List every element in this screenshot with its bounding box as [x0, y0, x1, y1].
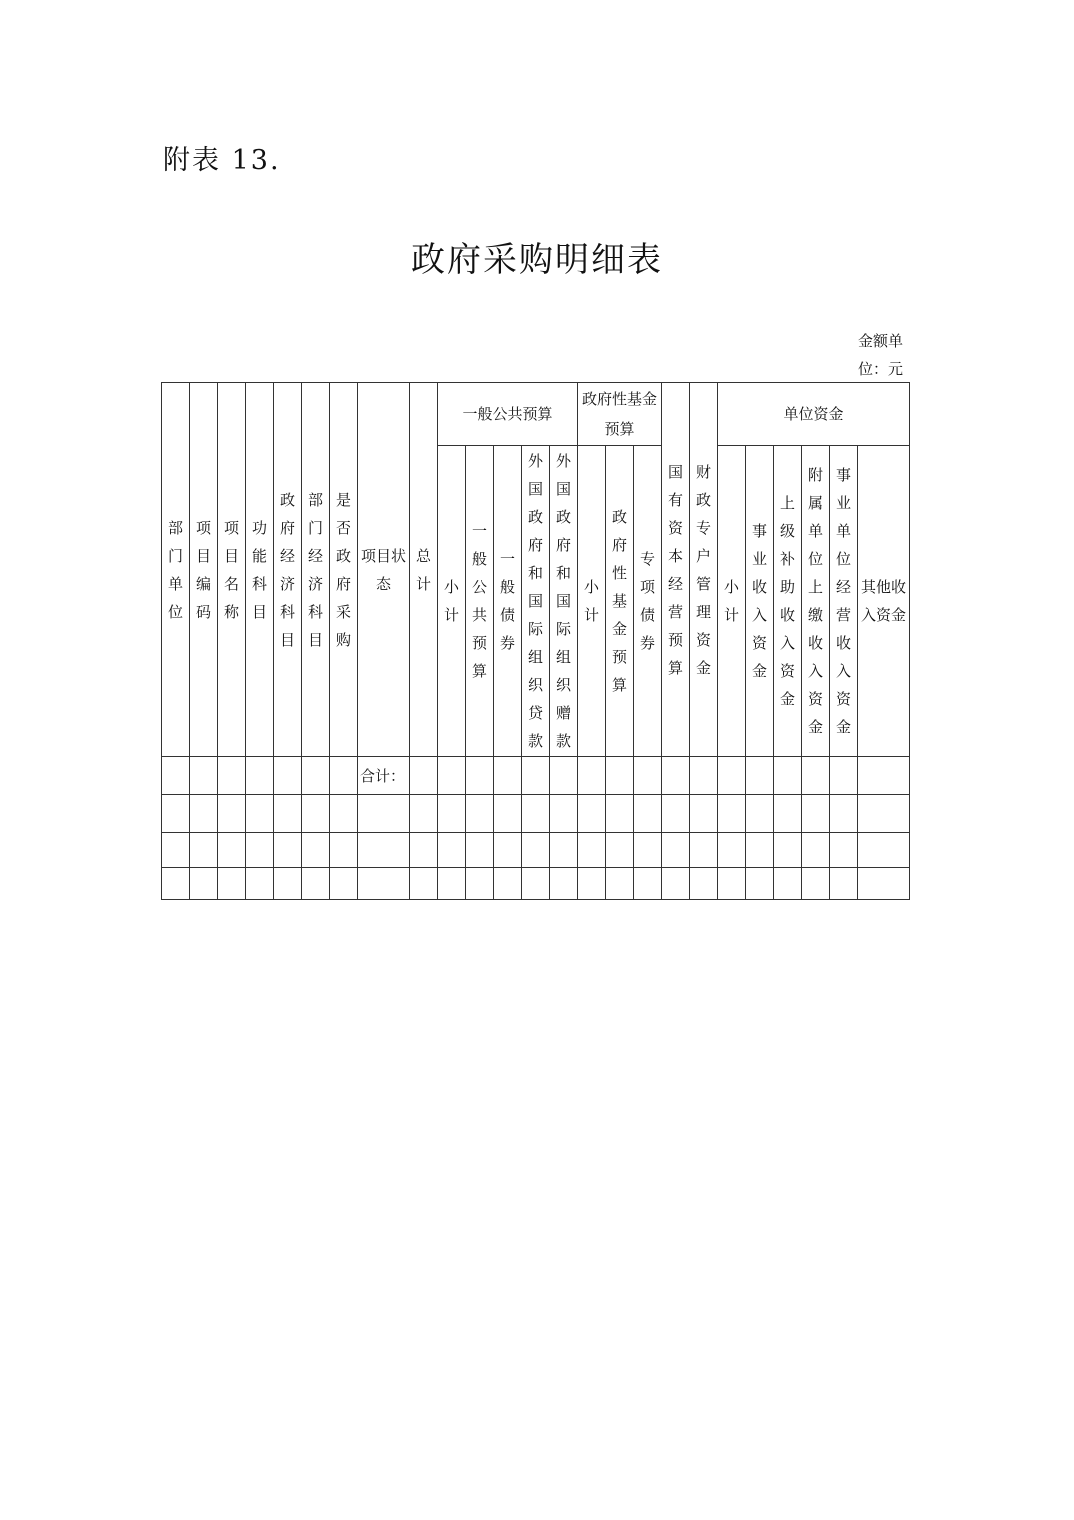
- group-general-budget: 一般公共预算: [438, 383, 578, 446]
- col-is-gov-procurement: 是否政府采购: [330, 383, 358, 757]
- col-dept-unit: 部门单位: [162, 383, 190, 757]
- amount-unit-note: 金额单位：元: [858, 332, 904, 378]
- appendix-label: 附表 13.: [163, 145, 281, 176]
- col-dept-econ-subject: 部门经济科目: [302, 383, 330, 757]
- table-row: [162, 868, 910, 900]
- page-title: 政府采购明细表: [411, 240, 663, 280]
- table-row: [162, 795, 910, 833]
- col-project-name: 项目名称: [218, 383, 246, 757]
- col-project-status: 项目状态: [358, 383, 410, 757]
- col-unit-subsidiary-payment: 附属单位上缴收入资金: [802, 446, 830, 757]
- table-row: [162, 833, 910, 868]
- group-unit-funds: 单位资金: [718, 383, 910, 446]
- col-fund-special-bonds: 专项债券: [634, 446, 662, 757]
- col-gp-foreign-grants: 外国政府和国际组织赠款: [550, 446, 578, 757]
- table-row: [162, 757, 910, 795]
- col-gp-general: 一般公共预算: [466, 446, 494, 757]
- col-total: 总计: [410, 383, 438, 757]
- col-function-subject: 功能科目: [246, 383, 274, 757]
- col-gov-econ-subject: 政府经济科目: [274, 383, 302, 757]
- col-unit-business-income: 事业收入资金: [746, 446, 774, 757]
- col-unit-other-income: 其他收入资金: [858, 446, 910, 757]
- col-fund-subtotal: 小计: [578, 446, 606, 757]
- col-gp-foreign-loans: 外国政府和国际组织贷款: [522, 446, 550, 757]
- row-project-status: [358, 795, 410, 833]
- col-project-code: 项目编码: [190, 383, 218, 757]
- col-gp-subtotal: 小计: [438, 446, 466, 757]
- col-unit-business-operation: 事业单位经营收入资金: [830, 446, 858, 757]
- group-fund-budget: 政府性基金预算: [578, 383, 662, 446]
- row-project-status: [358, 833, 410, 868]
- col-fund-budget: 政府性基金预算: [606, 446, 634, 757]
- row-project-status: 合计：: [358, 757, 410, 795]
- col-state-capital: 国有资本经营预算: [662, 383, 690, 757]
- procurement-table: [161, 382, 910, 900]
- row-project-status: [358, 868, 410, 900]
- col-unit-subtotal: 小计: [718, 446, 746, 757]
- col-fiscal-special: 财政专户管理资金: [690, 383, 718, 757]
- col-unit-superior-subsidy: 上级补助收入资金: [774, 446, 802, 757]
- col-gp-bonds: 一般债券: [494, 446, 522, 757]
